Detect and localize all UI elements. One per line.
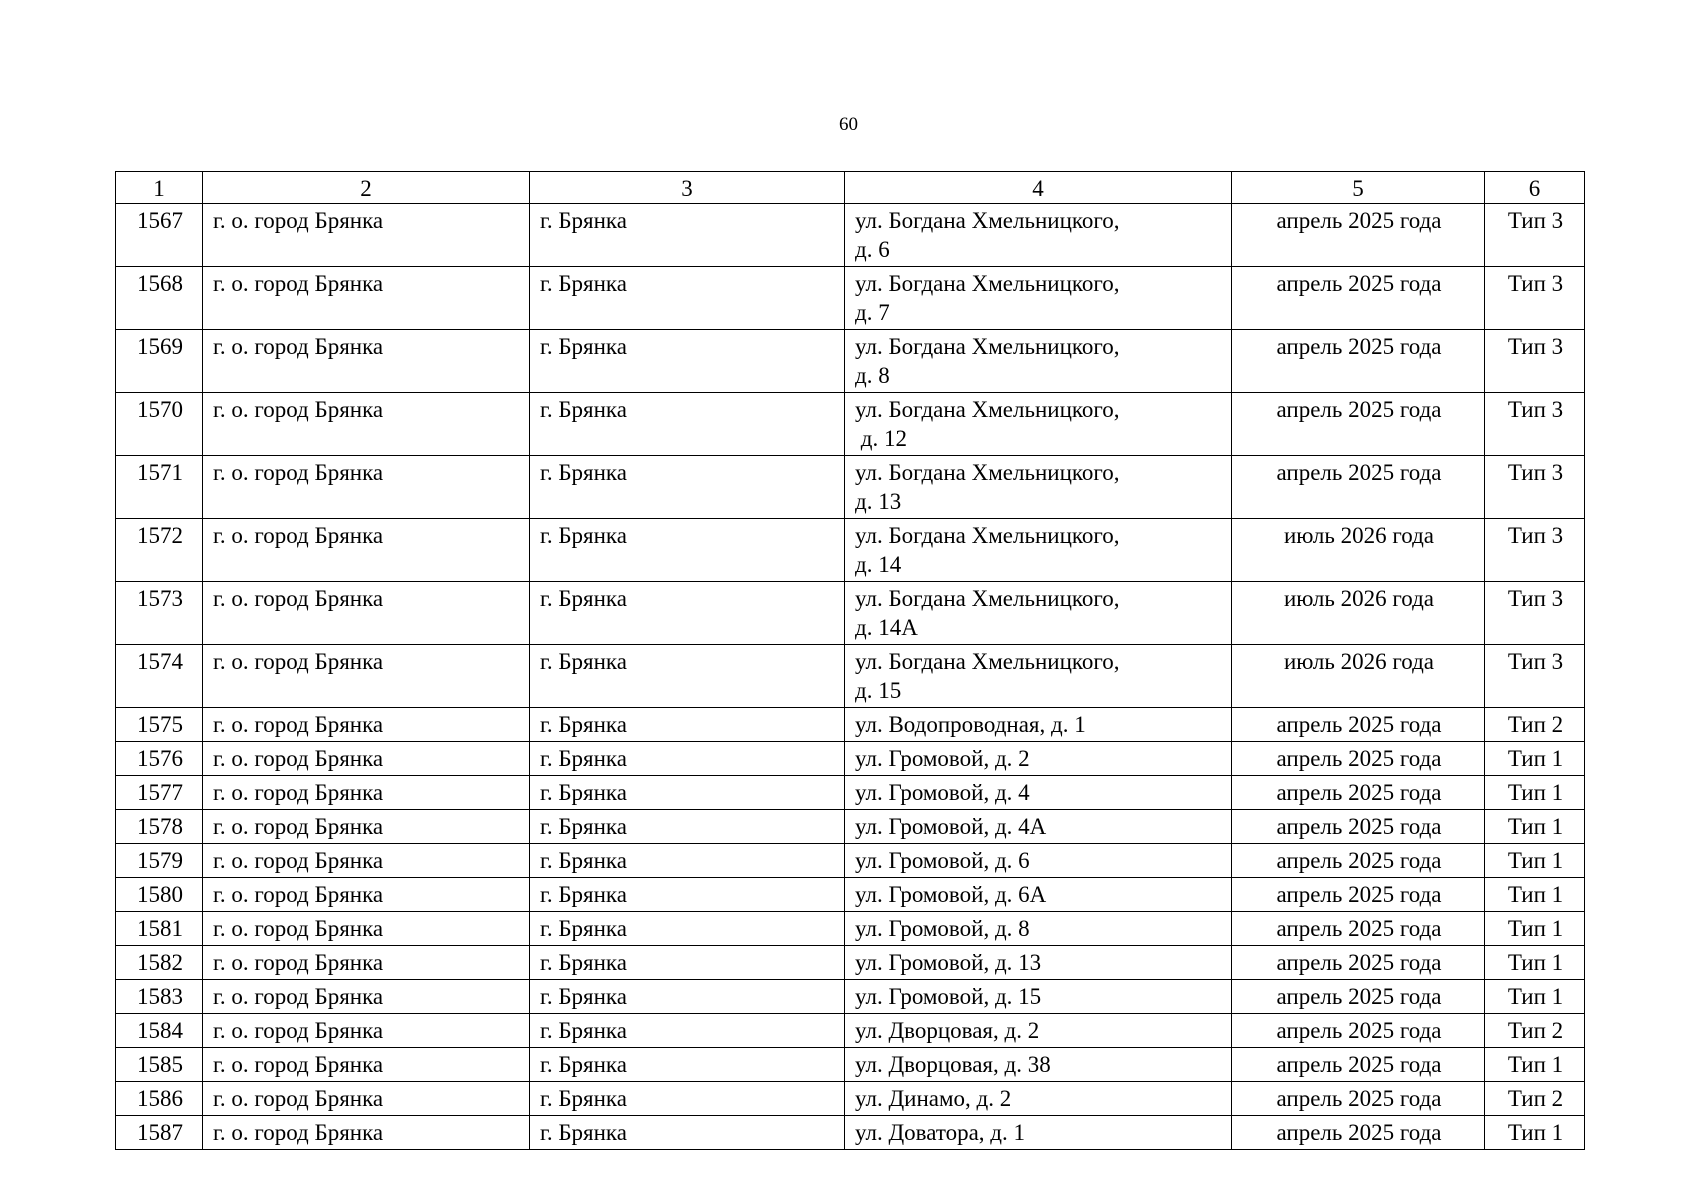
table-row xyxy=(116,878,1585,912)
address-cell: ул. Громовой, д. 2 xyxy=(845,742,1232,776)
type-cell: Тип 1 xyxy=(1485,844,1585,878)
type-cell: Тип 1 xyxy=(1485,810,1585,844)
type-cell: Тип 1 xyxy=(1485,946,1585,980)
address-cell: ул. Громовой, д. 4 xyxy=(845,776,1232,810)
address-line: ул. Богдана Хмельницкого, xyxy=(855,334,1120,359)
column-header-municipality: 2 xyxy=(203,172,530,204)
row-number-cell: 1586 xyxy=(116,1082,203,1116)
municipality-cell: г. о. город Брянка xyxy=(203,810,530,844)
municipality-cell: г. о. город Брянка xyxy=(203,582,530,645)
date-cell: апрель 2025 года xyxy=(1232,742,1485,776)
address-cell: ул. Громовой, д. 6 xyxy=(845,844,1232,878)
address-cell xyxy=(845,267,1232,330)
municipality-cell: г. о. город Брянка xyxy=(203,204,530,267)
municipality-cell: г. о. город Брянка xyxy=(203,1116,530,1150)
municipality-cell: г. о. город Брянка xyxy=(203,912,530,946)
municipality-cell: г. о. город Брянка xyxy=(203,844,530,878)
address-cell: ул. Громовой, д. 6А xyxy=(845,878,1232,912)
date-cell: апрель 2025 года xyxy=(1232,878,1485,912)
address-line: д. 12 xyxy=(855,426,907,451)
type-cell: Тип 3 xyxy=(1485,330,1585,393)
municipality-cell: г. о. город Брянка xyxy=(203,1014,530,1048)
address-cell xyxy=(845,456,1232,519)
type-cell: Тип 3 xyxy=(1485,519,1585,582)
address-cell: ул. Громовой, д. 15 xyxy=(845,980,1232,1014)
address-line: ул. Богдана Хмельницкого, xyxy=(855,523,1120,548)
table-row xyxy=(116,204,1585,267)
address-cell: ул. Доватора, д. 1 xyxy=(845,1116,1232,1150)
settlement-cell: г. Брянка xyxy=(530,912,845,946)
row-number-cell: 1579 xyxy=(116,844,203,878)
type-cell: Тип 1 xyxy=(1485,742,1585,776)
address-cell: ул. Дворцовая, д. 38 xyxy=(845,1048,1232,1082)
municipality-cell: г. о. город Брянка xyxy=(203,267,530,330)
row-number-cell: 1570 xyxy=(116,393,203,456)
address-line: д. 13 xyxy=(855,489,902,514)
type-cell: Тип 3 xyxy=(1485,204,1585,267)
address-line: ул. Богдана Хмельницкого, xyxy=(855,460,1120,485)
table-row xyxy=(116,912,1585,946)
date-cell: апрель 2025 года xyxy=(1232,912,1485,946)
date-cell: апрель 2025 года xyxy=(1232,946,1485,980)
row-number-cell: 1584 xyxy=(116,1014,203,1048)
municipality-cell: г. о. город Брянка xyxy=(203,708,530,742)
address-line: ул. Богдана Хмельницкого, xyxy=(855,397,1120,422)
date-cell: июль 2026 года xyxy=(1232,582,1485,645)
municipality-cell: г. о. город Брянка xyxy=(203,330,530,393)
address-line: ул. Богдана Хмельницкого, xyxy=(855,271,1120,296)
row-number-cell: 1573 xyxy=(116,582,203,645)
table-row xyxy=(116,810,1585,844)
table-row xyxy=(116,708,1585,742)
address-cell: ул. Громовой, д. 13 xyxy=(845,946,1232,980)
table-row xyxy=(116,1082,1585,1116)
table-row xyxy=(116,330,1585,393)
address-line: д. 14А xyxy=(855,615,918,640)
settlement-cell: г. Брянка xyxy=(530,330,845,393)
municipality-cell: г. о. город Брянка xyxy=(203,456,530,519)
type-cell: Тип 2 xyxy=(1485,1014,1585,1048)
table-row xyxy=(116,645,1585,708)
row-number-cell: 1581 xyxy=(116,912,203,946)
row-number-cell: 1583 xyxy=(116,980,203,1014)
table-row xyxy=(116,519,1585,582)
date-cell: апрель 2025 года xyxy=(1232,204,1485,267)
municipality-cell: г. о. город Брянка xyxy=(203,519,530,582)
municipality-cell: г. о. город Брянка xyxy=(203,1048,530,1082)
type-cell: Тип 3 xyxy=(1485,645,1585,708)
municipality-cell: г. о. город Брянка xyxy=(203,878,530,912)
type-cell: Тип 1 xyxy=(1485,1048,1585,1082)
type-cell: Тип 1 xyxy=(1485,878,1585,912)
date-cell: июль 2026 года xyxy=(1232,519,1485,582)
address-cell: ул. Громовой, д. 8 xyxy=(845,912,1232,946)
settlement-cell: г. Брянка xyxy=(530,582,845,645)
settlement-cell: г. Брянка xyxy=(530,810,845,844)
address-line: д. 8 xyxy=(855,363,890,388)
row-number-cell: 1587 xyxy=(116,1116,203,1150)
column-header-date: 5 xyxy=(1232,172,1485,204)
type-cell: Тип 3 xyxy=(1485,456,1585,519)
date-cell: июль 2026 года xyxy=(1232,645,1485,708)
date-cell: апрель 2025 года xyxy=(1232,844,1485,878)
date-cell: апрель 2025 года xyxy=(1232,776,1485,810)
date-cell: апрель 2025 года xyxy=(1232,1082,1485,1116)
row-number-cell: 1576 xyxy=(116,742,203,776)
column-header-type: 6 xyxy=(1485,172,1585,204)
settlement-cell: г. Брянка xyxy=(530,844,845,878)
table-row xyxy=(116,946,1585,980)
settlement-cell: г. Брянка xyxy=(530,708,845,742)
settlement-cell: г. Брянка xyxy=(530,519,845,582)
settlement-cell: г. Брянка xyxy=(530,204,845,267)
type-cell: Тип 1 xyxy=(1485,776,1585,810)
table-row xyxy=(116,1014,1585,1048)
settlement-cell: г. Брянка xyxy=(530,645,845,708)
address-line: ул. Богдана Хмельницкого, xyxy=(855,208,1120,233)
municipality-cell: г. о. город Брянка xyxy=(203,980,530,1014)
address-cell xyxy=(845,393,1232,456)
date-cell: апрель 2025 года xyxy=(1232,330,1485,393)
table-row xyxy=(116,742,1585,776)
address-cell xyxy=(845,204,1232,267)
settlement-cell: г. Брянка xyxy=(530,946,845,980)
type-cell: Тип 1 xyxy=(1485,1116,1585,1150)
address-cell xyxy=(845,330,1232,393)
settlement-cell: г. Брянка xyxy=(530,878,845,912)
row-number-cell: 1574 xyxy=(116,645,203,708)
address-line: ул. Богдана Хмельницкого, xyxy=(855,586,1120,611)
type-cell: Тип 1 xyxy=(1485,912,1585,946)
row-number-cell: 1580 xyxy=(116,878,203,912)
date-cell: апрель 2025 года xyxy=(1232,456,1485,519)
address-line: д. 6 xyxy=(855,237,890,262)
date-cell: апрель 2025 года xyxy=(1232,1014,1485,1048)
table-body xyxy=(116,204,1585,1150)
row-number-cell: 1577 xyxy=(116,776,203,810)
row-number-cell: 1585 xyxy=(116,1048,203,1082)
address-line: ул. Богдана Хмельницкого, xyxy=(855,649,1120,674)
table-row xyxy=(116,582,1585,645)
date-cell: апрель 2025 года xyxy=(1232,980,1485,1014)
table-row xyxy=(116,1116,1585,1150)
address-line: д. 15 xyxy=(855,678,902,703)
date-cell: апрель 2025 года xyxy=(1232,1048,1485,1082)
municipality-cell: г. о. город Брянка xyxy=(203,946,530,980)
date-cell: апрель 2025 года xyxy=(1232,393,1485,456)
address-cell: ул. Громовой, д. 4А xyxy=(845,810,1232,844)
row-number-cell: 1575 xyxy=(116,708,203,742)
date-cell: апрель 2025 года xyxy=(1232,267,1485,330)
type-cell: Тип 2 xyxy=(1485,1082,1585,1116)
column-header-address: 4 xyxy=(845,172,1232,204)
table-row xyxy=(116,844,1585,878)
address-cell xyxy=(845,645,1232,708)
type-cell: Тип 1 xyxy=(1485,980,1585,1014)
date-cell: апрель 2025 года xyxy=(1232,1116,1485,1150)
row-number-cell: 1568 xyxy=(116,267,203,330)
row-number-cell: 1571 xyxy=(116,456,203,519)
address-cell: ул. Дворцовая, д. 2 xyxy=(845,1014,1232,1048)
type-cell: Тип 3 xyxy=(1485,393,1585,456)
settlement-cell: г. Брянка xyxy=(530,1116,845,1150)
settlement-cell: г. Брянка xyxy=(530,267,845,330)
municipality-cell: г. о. город Брянка xyxy=(203,742,530,776)
table-row xyxy=(116,267,1585,330)
type-cell: Тип 3 xyxy=(1485,267,1585,330)
page-number: 60 xyxy=(839,114,858,135)
type-cell: Тип 3 xyxy=(1485,582,1585,645)
table-row xyxy=(116,980,1585,1014)
municipality-cell: г. о. город Брянка xyxy=(203,1082,530,1116)
address-cell xyxy=(845,582,1232,645)
row-number-cell: 1567 xyxy=(116,204,203,267)
municipality-cell: г. о. город Брянка xyxy=(203,393,530,456)
row-number-cell: 1572 xyxy=(116,519,203,582)
column-header-number: 1 xyxy=(116,172,203,204)
table-header-row xyxy=(116,172,1585,204)
row-number-cell: 1569 xyxy=(116,330,203,393)
settlement-cell: г. Брянка xyxy=(530,1014,845,1048)
type-cell: Тип 2 xyxy=(1485,708,1585,742)
settlement-cell: г. Брянка xyxy=(530,456,845,519)
address-line: д. 14 xyxy=(855,552,902,577)
column-header-settlement: 3 xyxy=(530,172,845,204)
date-cell: апрель 2025 года xyxy=(1232,810,1485,844)
settlement-cell: г. Брянка xyxy=(530,393,845,456)
row-number-cell: 1578 xyxy=(116,810,203,844)
address-line: д. 7 xyxy=(855,300,890,325)
settlement-cell: г. Брянка xyxy=(530,776,845,810)
settlement-cell: г. Брянка xyxy=(530,1048,845,1082)
settlement-cell: г. Брянка xyxy=(530,742,845,776)
table-row xyxy=(116,393,1585,456)
date-cell: апрель 2025 года xyxy=(1232,708,1485,742)
table-row xyxy=(116,776,1585,810)
settlement-cell: г. Брянка xyxy=(530,1082,845,1116)
settlement-cell: г. Брянка xyxy=(530,980,845,1014)
register-table xyxy=(115,171,1585,1150)
row-number-cell: 1582 xyxy=(116,946,203,980)
address-cell: ул. Водопроводная, д. 1 xyxy=(845,708,1232,742)
address-cell: ул. Динамо, д. 2 xyxy=(845,1082,1232,1116)
municipality-cell: г. о. город Брянка xyxy=(203,645,530,708)
table-row xyxy=(116,456,1585,519)
municipality-cell: г. о. город Брянка xyxy=(203,776,530,810)
address-cell xyxy=(845,519,1232,582)
table-row xyxy=(116,1048,1585,1082)
